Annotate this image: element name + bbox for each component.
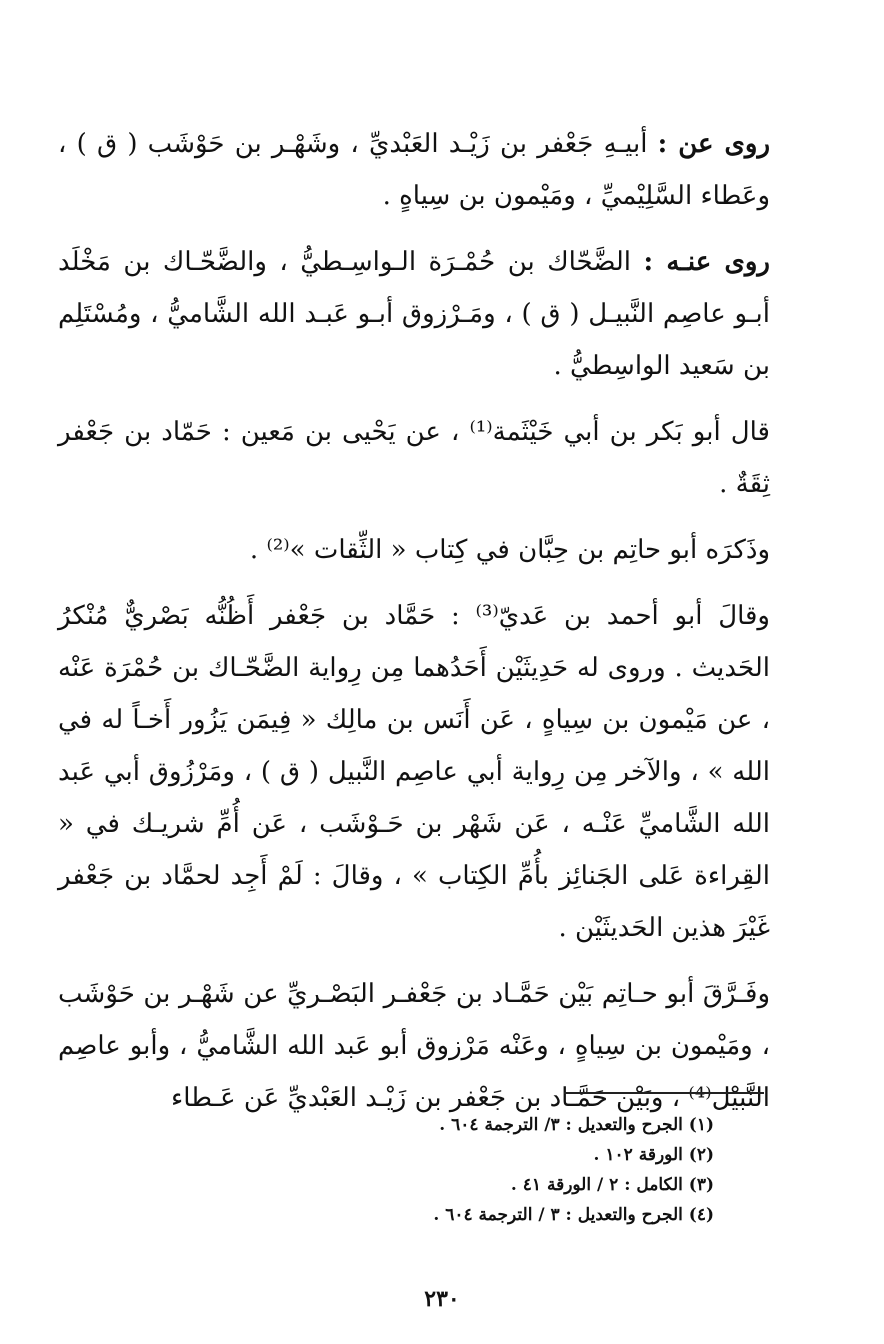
paragraph-text: أبيـهِ جَعْفر بن زَيْـد العَبْديِّ ، وشَهْـر بن حَوْشَب ( ق ) ، وعَطاء السَّلِيْميِّ ، ومَيْمون بن سِياهٍ . (58, 129, 770, 211)
paragraph-narrated-by (58, 236, 770, 392)
page-body (58, 118, 770, 1138)
footnote-4: (٤) الجرح والتعديل : ٣ / الترجمة ٦٠٤ . (433, 1205, 714, 1225)
footnote-3: (٣) الكامل : ٢ / الورقة ٤١ . (510, 1175, 714, 1195)
paragraph-ibn-hibban: وذَكرَه أبو حاتِم بن حِبَّان في كِتاب « الثِّقات »⁽²⁾ . (249, 535, 770, 565)
heading-narrated-from: روى عن : (657, 129, 771, 159)
paragraph-ibn-adi: وقالَ أبو أحمد بن عَديّ⁽³⁾ : حَمَّاد بن جَعْفر أَظُنُّه بَصْريٌّ مُنْكرُ الحَديث . وروى له حَدِيثَيْن أَحَدُهما مِن رِواية الضَّحّـاك بن حُمْرَة عَنْه ، عن مَيْمون بن سِياهٍ ، عَن أَنَس بن مالِك « فِيمَن يَزُور أَخـاً له في الله » ، والآخر مِن رِواية أبي عاصِم النَّبيل ( ق ) ، ومَرْزُوق أبي عَبد الله الشَّاميِّ عَنْـه ، عَن شَهْر بن حَـوْشَب ، عَن أُمِّ شريـك في « القِراءة عَلى الجَنائِز بأُمِّ الكِتاب » ، وقالَ : لَمْ أَجِد لحمَّاد بن جَعْفر غَيْرَ هذين الحَديثَيْن . (58, 601, 770, 943)
footnote-1: (١) الجرح والتعديل : ٣/ الترجمة ٦٠٤ . (439, 1115, 714, 1135)
page-number: ٢٣٠ (424, 1286, 460, 1312)
paragraph-narrated-from (58, 118, 770, 222)
footnote-2: (٢) الورقة ١٠٢ . (593, 1145, 714, 1165)
heading-narrated-by: روى عنـه : (643, 247, 770, 277)
paragraph-abu-hatim: وفَـرَّقَ أبو حـاتِم بَيْن حَمَّـاد بن جَعْفـر البَصْـريِّ عن شَهْـر بن حَوْشَب ، ومَيْمون بن سِياهٍ ، وعَنْه مَرْزوق أبو عَبد الله الشَّاميُّ ، وأبو عاصِم النَّبيْل⁽⁴⁾ ، وبَيْن حَمَّـاد بن جَعْفر بن زَيْـد العَبْديِّ عَن عَـطاء (58, 979, 770, 1113)
footnote-divider (564, 1092, 764, 1094)
footnotes (433, 1110, 714, 1230)
paragraph-abu-bakr: قال أبو بَكر بن أبي خَيْثَمة⁽¹⁾ ، عن يَحْيى بن مَعين : حَمّاد بن جَعْفر ثِقَةٌ . (58, 417, 770, 499)
footnote-divider-wrap (564, 1092, 764, 1094)
paragraph-text: الضَّحّاك بن حُمْـرَة الـواسِـطيُّ ، والضَّحّـاك بن مَخْلَد أبـو عاصِم النَّبيـل ( ق ) ، ومَـرْزوق أبـو عَبـد الله الشَّاميُّ ، ومُسْتَلِم بن سَعيد الواسِطيُّ . (58, 247, 770, 381)
